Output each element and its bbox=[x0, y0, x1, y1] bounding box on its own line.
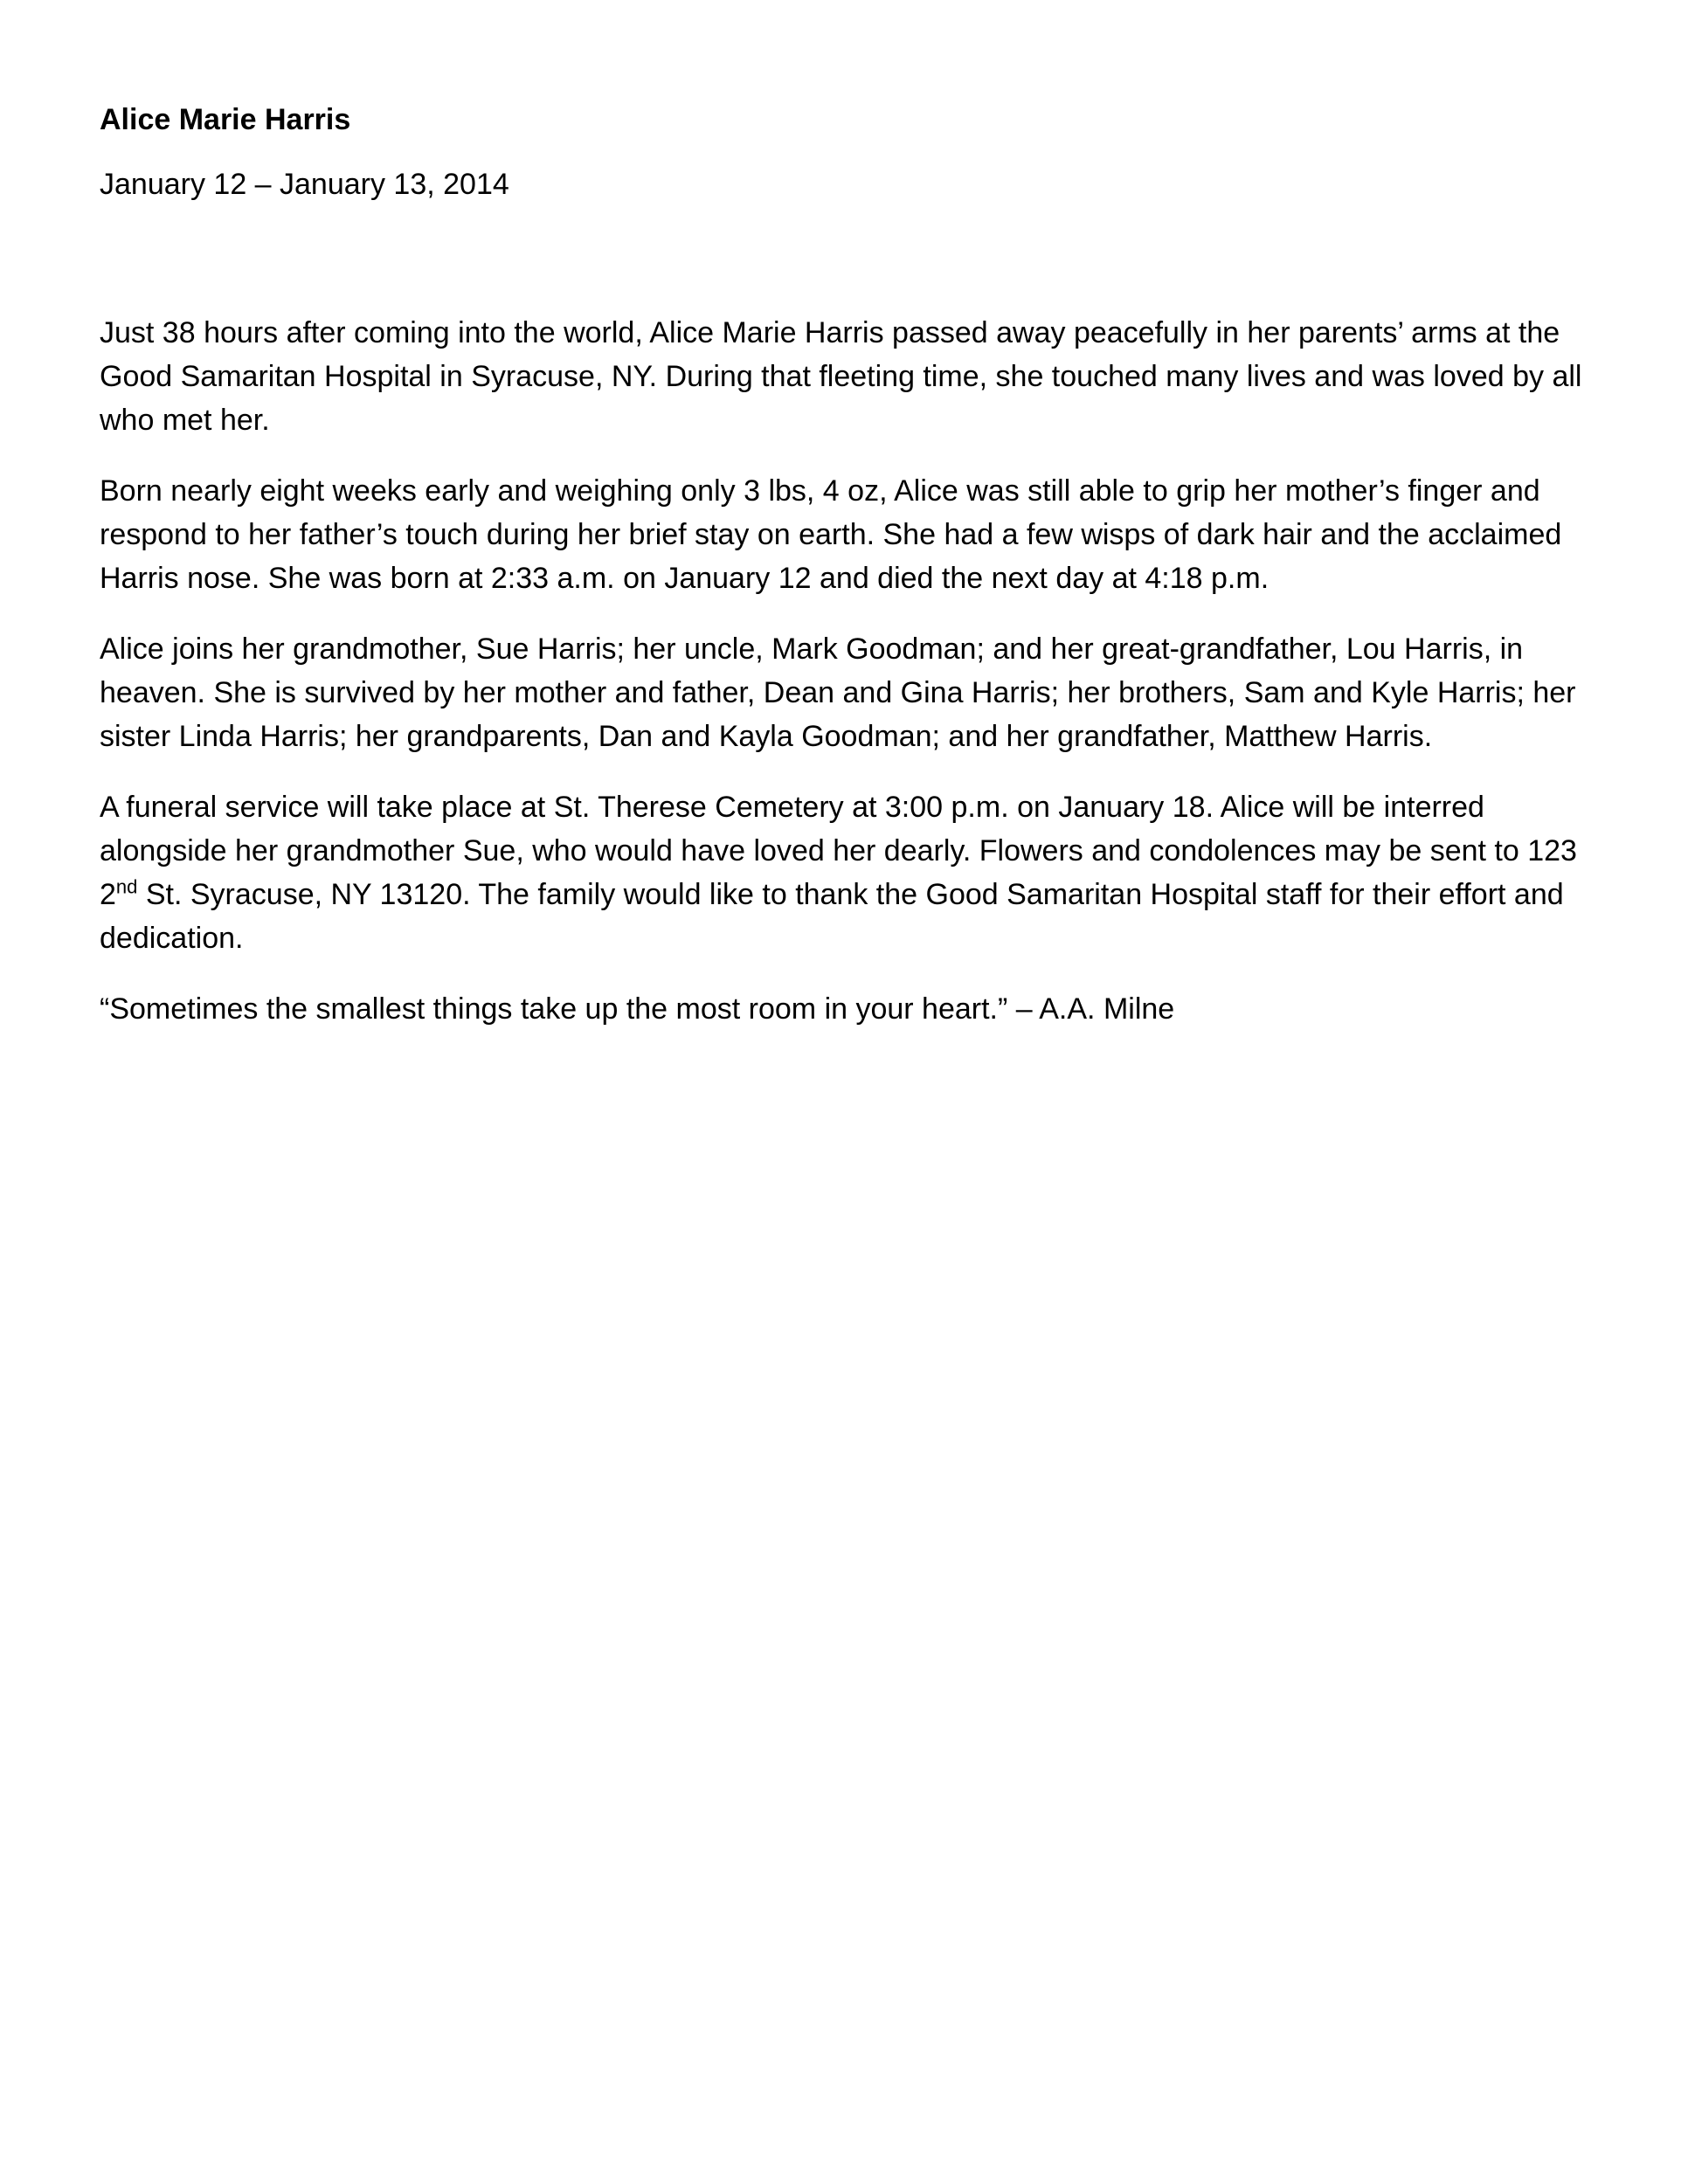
ordinal-superscript: nd bbox=[115, 875, 138, 898]
obituary bbox=[100, 98, 1602, 1058]
funeral-text-part1: A funeral service will take place at St. Therese Cemetery at 3:00 p.m. on January 18. Alice will be interred alongside her grandmother Sue, who would have loved her dearly. Flowers and condolences may be sent to 123 2 bbox=[100, 791, 1577, 911]
funeral-text-part2: St. Syracuse, NY 13120. The family would like to thank the Good Samaritan Hospital staff for their effort and dedication. bbox=[100, 878, 1564, 955]
life-dates: January 12 – January 13, 2014 bbox=[100, 168, 509, 201]
paragraph-passing: Just 38 hours after coming into the world, Alice Marie Harris passed away peacefully in her parents’ arms at the Good Samaritan Hospital in Syracuse, NY. During that fleeting time, she touched many lives and was loved by all who met her. bbox=[100, 316, 1582, 437]
paragraph-funeral bbox=[100, 785, 1602, 960]
obituary-title: Alice Marie Harris bbox=[100, 103, 351, 136]
paragraph-family: Alice joins her grandmother, Sue Harris; her uncle, Mark Goodman; and her great-grandfather, Lou Harris, in heaven. She is survived by her mother and father, Dean and Gina Harris; her brothers, Sam and Kyle Harris; her sister Linda Harris; her grandparents, Dan and Kayla Goodman; and her grandfather, Matthew Harris. bbox=[100, 632, 1576, 753]
closing-quote: “Sometimes the smallest things take up the most room in your heart.” – A.A. Milne bbox=[100, 992, 1175, 1026]
paragraph-birth: Born nearly eight weeks early and weighing only 3 lbs, 4 oz, Alice was still able to grip her mother’s finger and respond to her father’s touch during her brief stay on earth. She had a few wisps of dark hair and the acclaimed Harris nose. She was born at 2:33 a.m. on January 12 and died the next day at 4:18 p.m. bbox=[100, 474, 1562, 595]
